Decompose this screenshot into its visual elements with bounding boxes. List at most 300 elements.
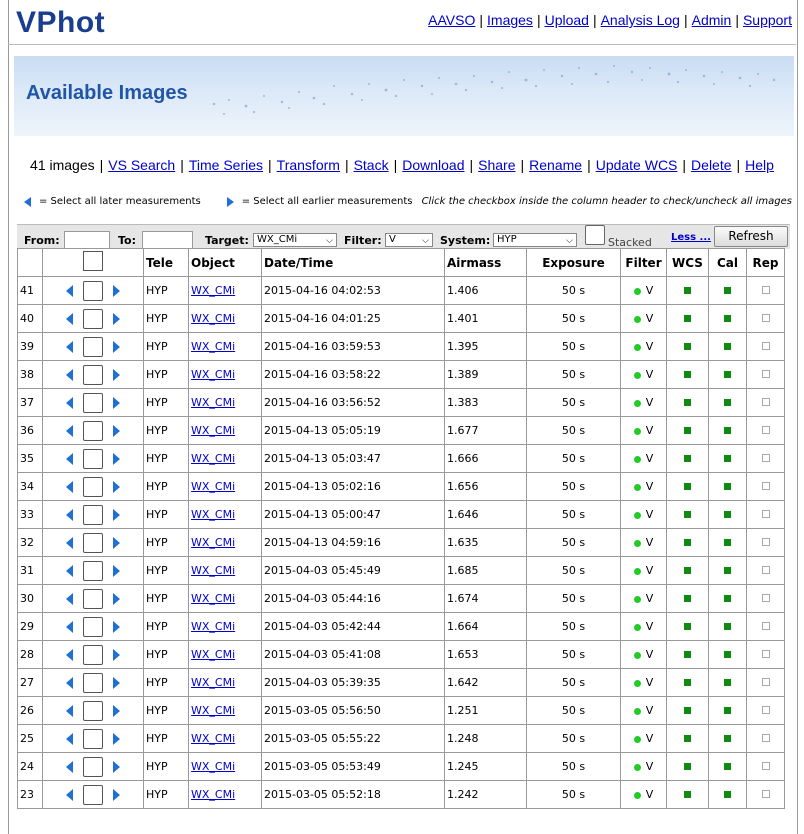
target-label: Target:: [205, 234, 249, 247]
row-cal-cell: [709, 473, 747, 501]
table-row: [18, 501, 785, 529]
row-datetime: 2015-04-13 05:05:19: [262, 417, 445, 445]
cal-status-icon: [724, 371, 731, 378]
row-object-cell: [189, 445, 262, 473]
row-wcs-cell: [667, 473, 709, 501]
cal-status-icon: [724, 623, 731, 630]
row-checkbox[interactable]: [83, 785, 103, 805]
status-dot-icon: [634, 624, 641, 631]
nav-aavso[interactable]: AAVSO: [428, 12, 476, 28]
row-wcs-cell: [667, 333, 709, 361]
select-earlier-arrow-icon[interactable]: [113, 313, 120, 325]
select-earlier-arrow-icon[interactable]: [113, 285, 120, 297]
row-object-link[interactable]: WX_CMi: [191, 424, 236, 437]
row-datetime: 2015-04-16 04:01:25: [262, 305, 445, 333]
row-rep-cell: [747, 781, 785, 809]
row-checkbox[interactable]: [83, 505, 103, 525]
row-airmass: 1.389: [445, 361, 527, 389]
row-rep-cell: [747, 361, 785, 389]
row-number: 23: [18, 781, 43, 809]
row-checkbox[interactable]: [83, 421, 103, 441]
status-dot-icon: [634, 596, 641, 603]
select-later-arrow-icon[interactable]: [66, 425, 73, 437]
status-dot-icon: [634, 456, 641, 463]
select-earlier-arrow-icon[interactable]: [113, 509, 120, 521]
row-exposure: 50 s: [527, 697, 621, 725]
row-checkbox[interactable]: [83, 309, 103, 329]
row-object-cell: [189, 669, 262, 697]
row-datetime: 2015-03-05 05:52:18: [262, 781, 445, 809]
row-datetime: 2015-03-05 05:55:22: [262, 725, 445, 753]
cal-status-icon: [724, 287, 731, 294]
wcs-status-icon: [684, 707, 691, 714]
select-later-arrow-icon[interactable]: [66, 313, 73, 325]
legend-later: = Select all later measurements: [39, 196, 201, 207]
row-tele: HYP: [144, 585, 189, 613]
row-number: 26: [18, 697, 43, 725]
row-object-link[interactable]: WX_CMi: [191, 648, 236, 661]
row-rep-cell: [747, 417, 785, 445]
row-select-cell: [43, 725, 144, 753]
select-earlier-arrow-icon[interactable]: [113, 593, 120, 605]
row-number: 30: [18, 585, 43, 613]
row-object-cell: [189, 277, 262, 305]
row-object-link[interactable]: WX_CMi: [191, 732, 236, 745]
row-checkbox[interactable]: [83, 365, 103, 385]
header-tele[interactable]: Tele: [144, 249, 189, 277]
row-exposure: 50 s: [527, 417, 621, 445]
select-earlier-arrow-icon[interactable]: [113, 453, 120, 465]
status-dot-icon: [634, 764, 641, 771]
row-filter: V: [645, 676, 654, 689]
header-exposure[interactable]: Exposure: [527, 249, 621, 277]
app-logo[interactable]: VPhot: [16, 6, 106, 39]
image-count: 41 images: [30, 157, 95, 173]
row-object-link[interactable]: WX_CMi: [191, 452, 236, 465]
nav-admin[interactable]: Admin: [691, 12, 732, 28]
row-filter: V: [645, 732, 654, 745]
row-number: 28: [18, 641, 43, 669]
row-object-link[interactable]: WX_CMi: [191, 508, 236, 521]
row-airmass: 1.395: [445, 333, 527, 361]
status-dot-icon: [634, 568, 641, 575]
row-tele: HYP: [144, 613, 189, 641]
rep-status-icon: [762, 370, 770, 378]
status-dot-icon: [634, 540, 641, 547]
cal-status-icon: [724, 707, 731, 714]
row-object-link[interactable]: WX_CMi: [191, 480, 236, 493]
row-object-link[interactable]: WX_CMi: [191, 592, 236, 605]
row-tele: HYP: [144, 557, 189, 585]
row-select-cell: [43, 445, 144, 473]
cal-status-icon: [724, 763, 731, 770]
nav-upload[interactable]: Upload: [544, 12, 589, 28]
row-rep-cell: [747, 641, 785, 669]
rep-status-icon: [762, 622, 770, 630]
rep-status-icon: [762, 286, 770, 294]
row-tele: HYP: [144, 529, 189, 557]
row-filter: V: [645, 536, 654, 549]
row-checkbox[interactable]: [83, 393, 103, 413]
row-object-cell: [189, 557, 262, 585]
rep-status-icon: [762, 734, 770, 742]
row-rep-cell: [747, 697, 785, 725]
select-later-arrow-icon[interactable]: [66, 761, 73, 773]
row-object-link[interactable]: WX_CMi: [191, 312, 236, 325]
row-number: 25: [18, 725, 43, 753]
row-checkbox[interactable]: [83, 561, 103, 581]
row-filter: V: [645, 452, 654, 465]
row-filter-cell: [621, 753, 667, 781]
table-row: [18, 529, 785, 557]
row-object-cell: [189, 753, 262, 781]
row-exposure: 50 s: [527, 389, 621, 417]
select-later-arrow-icon[interactable]: [66, 733, 73, 745]
row-number: 34: [18, 473, 43, 501]
row-object-cell: [189, 725, 262, 753]
stacked-checkbox[interactable]: [585, 225, 605, 245]
to-input[interactable]: [142, 231, 193, 249]
table-row: [18, 641, 785, 669]
select-earlier-arrow-icon[interactable]: [113, 733, 120, 745]
row-filter-cell: [621, 641, 667, 669]
row-rep-cell: [747, 473, 785, 501]
from-input[interactable]: [64, 231, 110, 249]
table-row: [18, 725, 785, 753]
action-vs-search[interactable]: VS Search: [108, 157, 176, 173]
select-later-arrow-icon[interactable]: [66, 481, 73, 493]
row-filter: V: [645, 368, 654, 381]
header-rep[interactable]: Rep: [747, 249, 785, 277]
row-checkbox[interactable]: [83, 673, 103, 693]
row-exposure: 50 s: [527, 613, 621, 641]
table-row: [18, 389, 785, 417]
row-airmass: 1.674: [445, 585, 527, 613]
rep-status-icon: [762, 454, 770, 462]
nav-images[interactable]: Images: [487, 12, 533, 28]
select-earlier-arrow-icon[interactable]: [113, 705, 120, 717]
select-earlier-arrow-icon[interactable]: [113, 425, 120, 437]
row-cal-cell: [709, 557, 747, 585]
action-help[interactable]: Help: [745, 157, 774, 173]
row-datetime: 2015-04-16 04:02:53: [262, 277, 445, 305]
action-download[interactable]: Download: [402, 157, 465, 173]
row-filter: V: [645, 760, 654, 773]
row-datetime: 2015-04-03 05:42:44: [262, 613, 445, 641]
row-select-cell: [43, 613, 144, 641]
filter-value: V: [389, 234, 396, 245]
header-airmass[interactable]: Airmass: [445, 249, 527, 277]
row-airmass: 1.251: [445, 697, 527, 725]
row-exposure: 50 s: [527, 557, 621, 585]
select-earlier-arrow-icon[interactable]: [113, 369, 120, 381]
row-rep-cell: [747, 277, 785, 305]
filter-select[interactable]: [385, 233, 433, 247]
row-object-link[interactable]: WX_CMi: [191, 620, 236, 633]
system-select[interactable]: [493, 233, 577, 247]
select-later-arrow-icon[interactable]: [66, 397, 73, 409]
cal-status-icon: [724, 455, 731, 462]
row-checkbox[interactable]: [83, 617, 103, 637]
row-checkbox[interactable]: [83, 281, 103, 301]
row-tele: HYP: [144, 333, 189, 361]
select-later-arrow-icon[interactable]: [66, 621, 73, 633]
row-filter-cell: [621, 333, 667, 361]
table-row: [18, 613, 785, 641]
table-row: [18, 473, 785, 501]
row-wcs-cell: [667, 305, 709, 333]
row-object-link[interactable]: WX_CMi: [191, 704, 236, 717]
row-filter: V: [645, 284, 654, 297]
row-wcs-cell: [667, 557, 709, 585]
row-exposure: 50 s: [527, 361, 621, 389]
row-filter-cell: [621, 557, 667, 585]
row-checkbox[interactable]: [83, 449, 103, 469]
row-filter-cell: [621, 725, 667, 753]
refresh-button[interactable]: Refresh: [714, 226, 788, 247]
wcs-status-icon: [684, 399, 691, 406]
rep-status-icon: [762, 594, 770, 602]
select-earlier-arrow-icon[interactable]: [113, 761, 120, 773]
row-checkbox[interactable]: [83, 645, 103, 665]
select-later-arrow-icon[interactable]: [66, 285, 73, 297]
select-later-arrow-icon[interactable]: [66, 509, 73, 521]
row-object-cell: [189, 641, 262, 669]
row-number: 35: [18, 445, 43, 473]
row-filter-cell: [621, 697, 667, 725]
status-dot-icon: [634, 344, 641, 351]
row-select-cell: [43, 753, 144, 781]
row-filter: V: [645, 564, 654, 577]
row-checkbox[interactable]: [83, 701, 103, 721]
row-wcs-cell: [667, 389, 709, 417]
row-exposure: 50 s: [527, 585, 621, 613]
rep-status-icon: [762, 426, 770, 434]
select-earlier-arrow-icon[interactable]: [113, 565, 120, 577]
row-number: 39: [18, 333, 43, 361]
row-object-link[interactable]: WX_CMi: [191, 788, 236, 801]
select-earlier-arrow-icon[interactable]: [113, 481, 120, 493]
table-row: [18, 697, 785, 725]
row-checkbox[interactable]: [83, 729, 103, 749]
select-earlier-arrow-icon[interactable]: [113, 789, 120, 801]
row-tele: HYP: [144, 781, 189, 809]
row-airmass: 1.248: [445, 725, 527, 753]
row-object-link[interactable]: WX_CMi: [191, 340, 236, 353]
select-later-arrow-icon[interactable]: [66, 369, 73, 381]
row-checkbox[interactable]: [83, 757, 103, 777]
row-object-link[interactable]: WX_CMi: [191, 760, 236, 773]
wcs-status-icon: [684, 595, 691, 602]
row-filter-cell: [621, 417, 667, 445]
row-exposure: 50 s: [527, 501, 621, 529]
row-select-cell: [43, 305, 144, 333]
filter-label: Filter:: [344, 234, 382, 247]
action-rename[interactable]: Rename: [529, 157, 583, 173]
chevron-down-icon: ⌵: [326, 236, 333, 246]
wcs-status-icon: [684, 427, 691, 434]
select-later-arrow-icon[interactable]: [66, 593, 73, 605]
row-filter: V: [645, 620, 654, 633]
row-select-cell: [43, 361, 144, 389]
select-later-arrow-icon[interactable]: [66, 705, 73, 717]
row-number: 29: [18, 613, 43, 641]
wcs-status-icon: [684, 539, 691, 546]
row-object-link[interactable]: WX_CMi: [191, 536, 236, 549]
cal-status-icon: [724, 735, 731, 742]
row-rep-cell: [747, 613, 785, 641]
action-update-wcs[interactable]: Update WCS: [595, 157, 678, 173]
select-later-arrow-icon[interactable]: [66, 649, 73, 661]
row-checkbox[interactable]: [83, 533, 103, 553]
cal-status-icon: [724, 511, 731, 518]
select-earlier-arrow-icon[interactable]: [113, 537, 120, 549]
header-filter[interactable]: Filter: [621, 249, 667, 277]
row-object-link[interactable]: WX_CMi: [191, 676, 236, 689]
row-filter: V: [645, 424, 654, 437]
row-object-cell: [189, 473, 262, 501]
cal-status-icon: [724, 483, 731, 490]
row-number: 38: [18, 361, 43, 389]
row-cal-cell: [709, 585, 747, 613]
row-cal-cell: [709, 781, 747, 809]
table-row: [18, 417, 785, 445]
row-object-link[interactable]: WX_CMi: [191, 284, 236, 297]
row-filter-cell: [621, 473, 667, 501]
cal-status-icon: [724, 315, 731, 322]
action-transform[interactable]: Transform: [276, 157, 340, 173]
row-wcs-cell: [667, 529, 709, 557]
row-cal-cell: [709, 389, 747, 417]
select-later-arrow-icon[interactable]: [66, 453, 73, 465]
rep-status-icon: [762, 510, 770, 518]
row-exposure: 50 s: [527, 529, 621, 557]
status-dot-icon: [634, 736, 641, 743]
row-datetime: 2015-04-16 03:56:52: [262, 389, 445, 417]
row-exposure: 50 s: [527, 333, 621, 361]
row-tele: HYP: [144, 753, 189, 781]
row-select-cell: [43, 669, 144, 697]
row-filter-cell: [621, 669, 667, 697]
row-tele: HYP: [144, 501, 189, 529]
select-earlier-arrow-icon[interactable]: [113, 397, 120, 409]
header-cal[interactable]: Cal: [709, 249, 747, 277]
select-earlier-arrow-icon[interactable]: [113, 621, 120, 633]
row-wcs-cell: [667, 417, 709, 445]
status-dot-icon: [634, 316, 641, 323]
cal-status-icon: [724, 539, 731, 546]
select-earlier-arrow-icon[interactable]: [113, 649, 120, 661]
action-share[interactable]: Share: [478, 157, 516, 173]
less-link[interactable]: Less ...: [671, 232, 711, 243]
action-time-series[interactable]: Time Series: [188, 157, 264, 173]
row-wcs-cell: [667, 697, 709, 725]
row-wcs-cell: [667, 613, 709, 641]
rep-status-icon: [762, 762, 770, 770]
header-wcs[interactable]: WCS: [667, 249, 709, 277]
header-object[interactable]: Object: [189, 249, 262, 277]
row-rep-cell: [747, 501, 785, 529]
row-rep-cell: [747, 333, 785, 361]
cal-status-icon: [724, 651, 731, 658]
select-later-arrow-icon[interactable]: [66, 341, 73, 353]
row-datetime: 2015-04-03 05:41:08: [262, 641, 445, 669]
row-object-cell: [189, 361, 262, 389]
row-filter-cell: [621, 305, 667, 333]
action-stack[interactable]: Stack: [353, 157, 389, 173]
row-rep-cell: [747, 557, 785, 585]
row-object-link[interactable]: WX_CMi: [191, 368, 236, 381]
row-filter: V: [645, 508, 654, 521]
row-datetime: 2015-04-13 05:00:47: [262, 501, 445, 529]
from-label: From:: [24, 234, 60, 247]
row-object-cell: [189, 305, 262, 333]
header-number: [18, 249, 43, 277]
row-object-link[interactable]: WX_CMi: [191, 564, 236, 577]
row-select-cell: [43, 389, 144, 417]
row-rep-cell: [747, 753, 785, 781]
row-tele: HYP: [144, 697, 189, 725]
cal-status-icon: [724, 343, 731, 350]
target-select[interactable]: [253, 233, 337, 247]
wcs-status-icon: [684, 679, 691, 686]
row-airmass: 1.677: [445, 417, 527, 445]
table-row: [18, 361, 785, 389]
table-row: [18, 753, 785, 781]
action-delete[interactable]: Delete: [691, 157, 732, 173]
row-select-cell: [43, 641, 144, 669]
row-number: 41: [18, 277, 43, 305]
images-table: [17, 248, 785, 809]
row-select-cell: [43, 529, 144, 557]
select-later-arrow-icon[interactable]: [66, 565, 73, 577]
wcs-status-icon: [684, 735, 691, 742]
wcs-status-icon: [684, 791, 691, 798]
nav-analysis-log[interactable]: Analysis Log: [600, 12, 680, 28]
action-bar: 41 images | VS Search | Time Series | Transform | Stack | Download | Share | Rename | Update WCS | Delete | Help: [30, 157, 774, 173]
nav-support[interactable]: Support: [742, 12, 792, 28]
row-select-cell: [43, 697, 144, 725]
row-filter: V: [645, 312, 654, 325]
wcs-status-icon: [684, 315, 691, 322]
row-wcs-cell: [667, 501, 709, 529]
row-exposure: 50 s: [527, 473, 621, 501]
row-cal-cell: [709, 333, 747, 361]
table-row: [18, 305, 785, 333]
header-datetime[interactable]: Date/Time: [262, 249, 445, 277]
row-checkbox[interactable]: [83, 337, 103, 357]
row-airmass: 1.383: [445, 389, 527, 417]
select-later-arrow-icon[interactable]: [66, 537, 73, 549]
select-earlier-arrow-icon[interactable]: [113, 677, 120, 689]
row-cal-cell: [709, 417, 747, 445]
row-checkbox[interactable]: [83, 477, 103, 497]
row-datetime: 2015-04-13 05:02:16: [262, 473, 445, 501]
row-number: 27: [18, 669, 43, 697]
row-object-link[interactable]: WX_CMi: [191, 396, 236, 409]
row-cal-cell: [709, 725, 747, 753]
row-cal-cell: [709, 697, 747, 725]
row-tele: HYP: [144, 725, 189, 753]
row-datetime: 2015-04-13 05:03:47: [262, 445, 445, 473]
row-filter: V: [645, 704, 654, 717]
select-earlier-arrow-icon[interactable]: [113, 341, 120, 353]
row-checkbox[interactable]: [83, 589, 103, 609]
select-later-arrow-icon[interactable]: [66, 677, 73, 689]
select-later-arrow-icon[interactable]: [66, 789, 73, 801]
select-all-checkbox[interactable]: [83, 251, 103, 271]
status-dot-icon: [634, 680, 641, 687]
